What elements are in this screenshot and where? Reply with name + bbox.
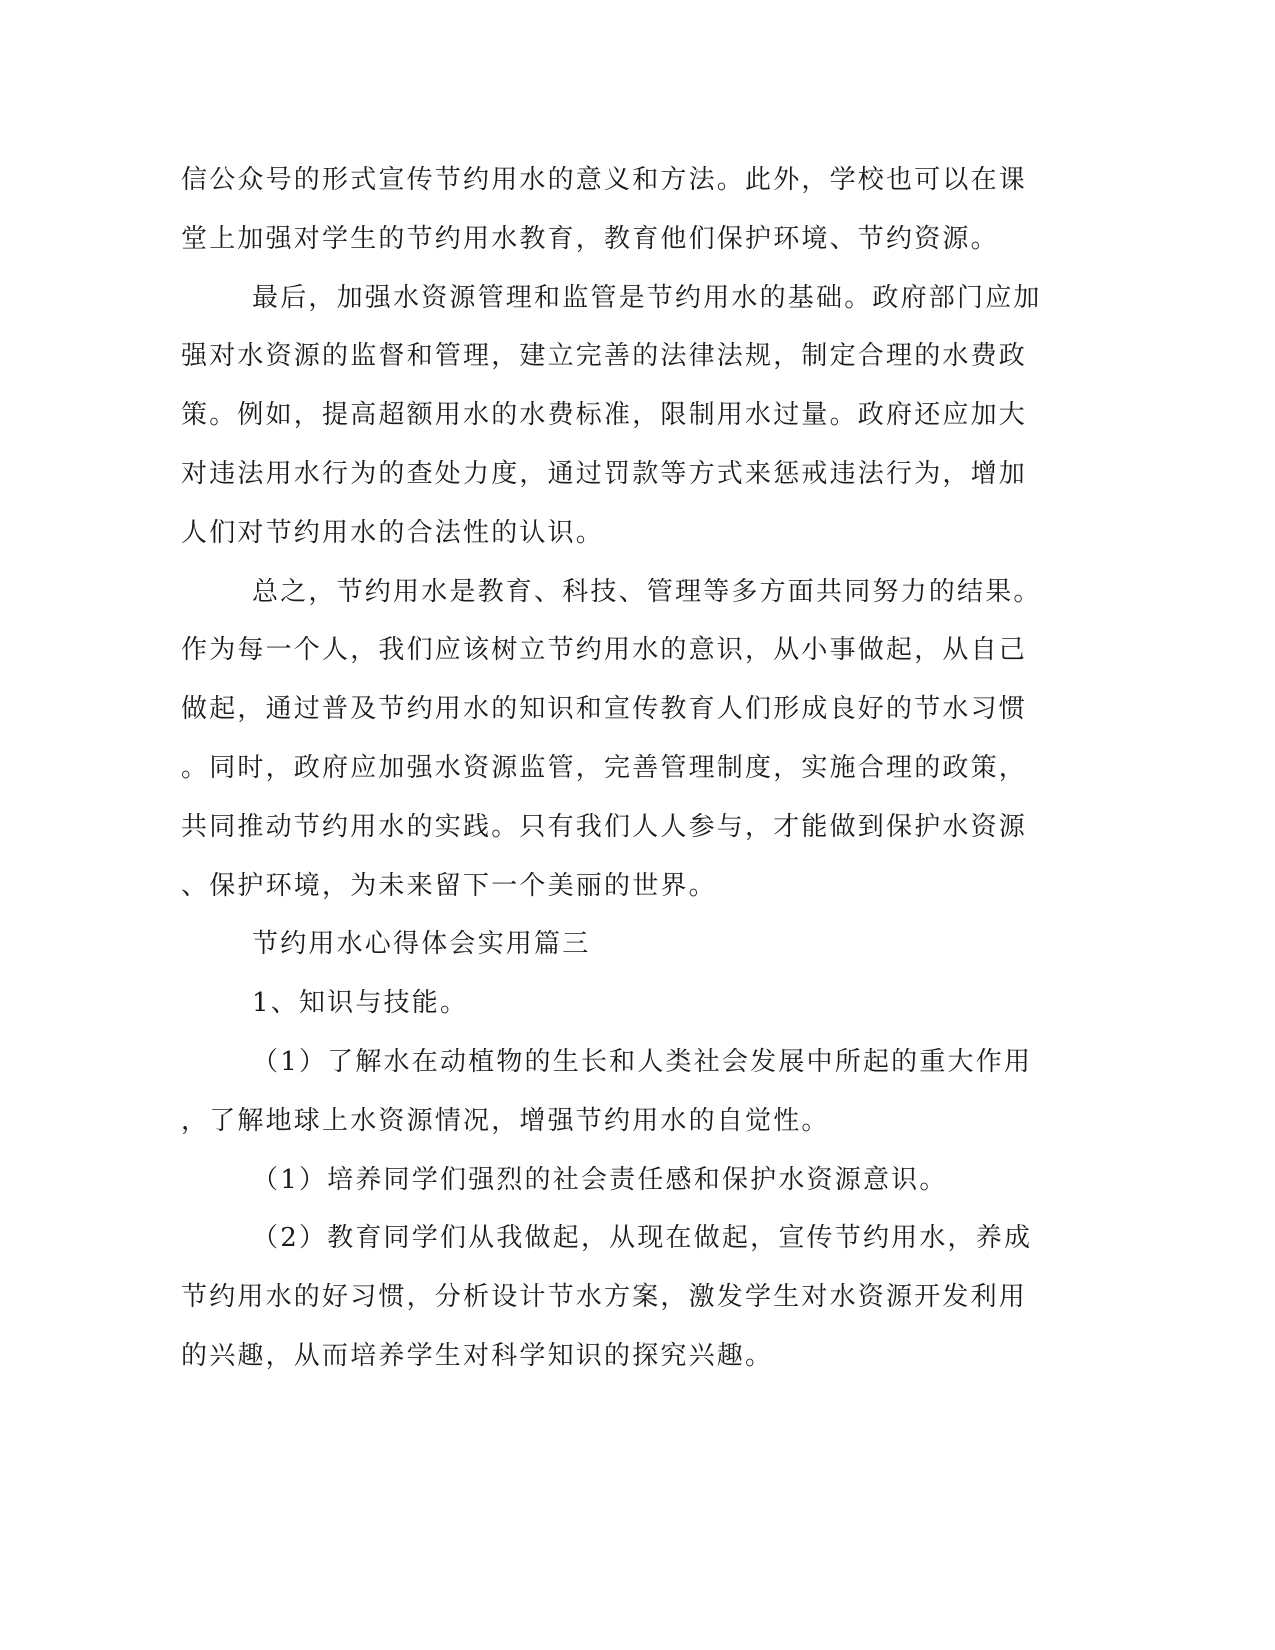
- text-line: 信公众号的形式宣传节约用水的意义和方法。此外，学校也可以在课: [181, 165, 1028, 195]
- text-line: 的兴趣，从而培养学生对科学知识的探究兴趣。: [181, 1341, 774, 1371]
- text-line: 作为每一个人，我们应该树立节约用水的意识，从小事做起，从自己: [181, 635, 1028, 665]
- text-line: 人们对节约用水的合法性的认识。: [181, 518, 605, 548]
- text-line: 共同推动节约用水的实践。只有我们人人参与，才能做到保护水资源: [181, 812, 1028, 842]
- text-line: （2）教育同学们从我做起，从现在做起，宣传节约用水，养成: [252, 1223, 1033, 1253]
- text-line: 最后，加强水资源管理和监管是节约用水的基础。政府部门应加: [252, 283, 1042, 313]
- text-line: 、保护环境，为未来留下一个美丽的世界。: [181, 871, 717, 901]
- text-line: 总之，节约用水是教育、科技、管理等多方面共同努力的结果。: [252, 577, 1042, 607]
- text-line: （1）了解水在动植物的生长和人类社会发展中所起的重大作用: [252, 1047, 1033, 1077]
- text-line: 堂上加强对学生的节约用水教育，教育他们保护环境、节约资源。: [181, 224, 999, 254]
- text-line: 强对水资源的监督和管理，建立完善的法律法规，制定合理的水费政: [181, 341, 1028, 371]
- text-line: （1）培养同学们强烈的社会责任感和保护水资源意识。: [252, 1165, 948, 1195]
- text-line: 对违法用水行为的查处力度，通过罚款等方式来惩戒违法行为，增加: [181, 459, 1028, 489]
- text-line: 节约用水的好习惯，分析设计节水方案，激发学生对水资源开发利用: [181, 1282, 1028, 1312]
- section-heading: 节约用水心得体会实用篇三: [252, 929, 591, 959]
- text-line: 策。例如，提高超额用水的水费标准，限制用水过量。政府还应加大: [181, 400, 1028, 430]
- text-line: 做起，通过普及节约用水的知识和宣传教育人们形成良好的节水习惯: [181, 694, 1028, 724]
- text-line: ，了解地球上水资源情况，增强节约用水的自觉性。: [181, 1106, 830, 1136]
- text-line: 。同时，政府应加强水资源监管，完善管理制度，实施合理的政策，: [181, 753, 1028, 783]
- text-line: 1、知识与技能。: [252, 988, 469, 1018]
